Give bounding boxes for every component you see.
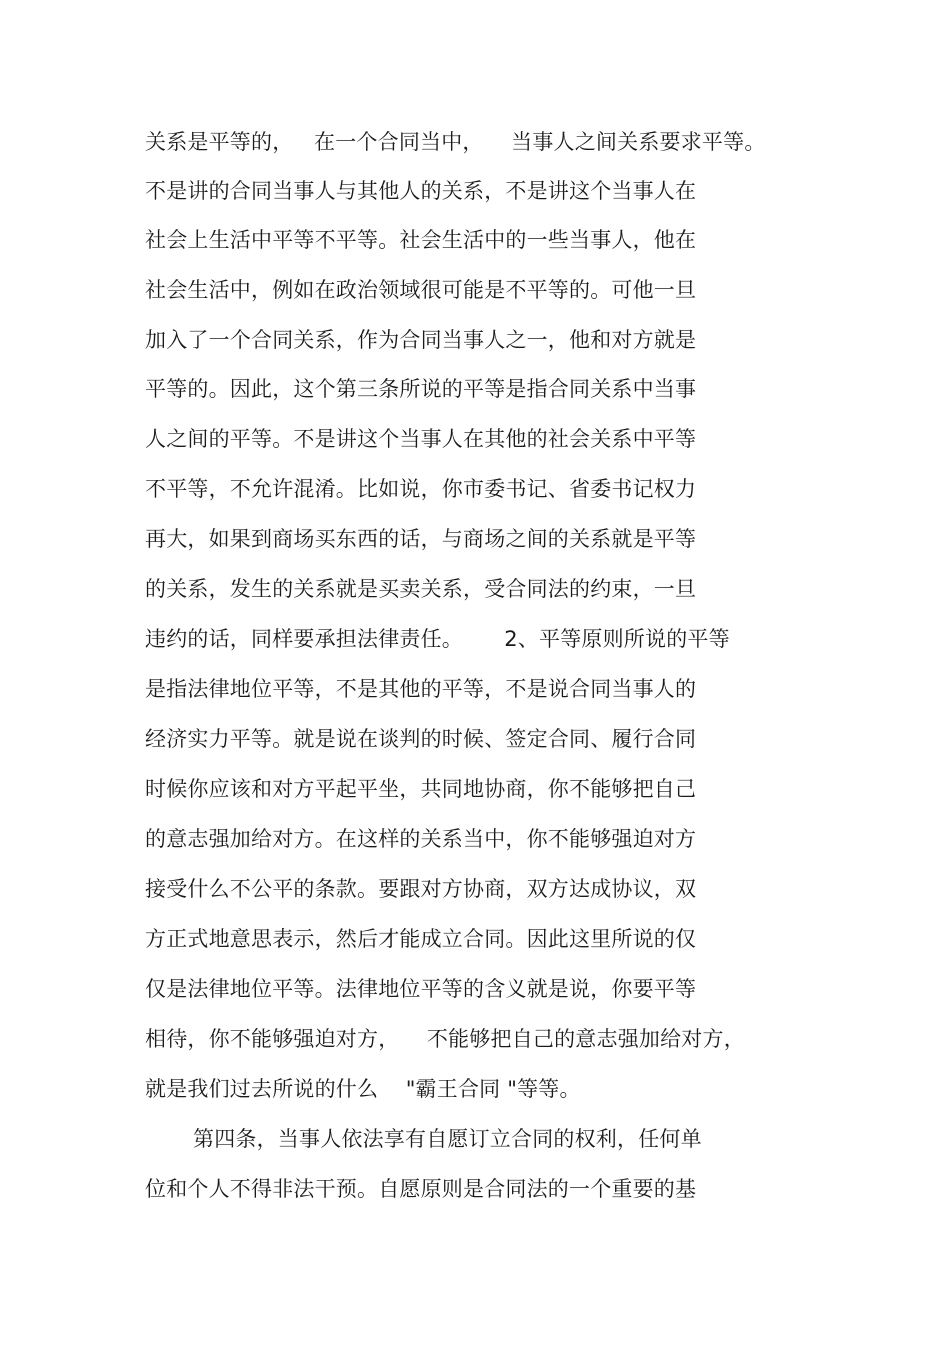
text-line: 就是我们过去所说的什么 "霸王合同 "等等。 xyxy=(145,1077,581,1101)
text-line: 相待，你不能够强迫对方， 不能够把自己的意志强加给对方， xyxy=(145,1027,745,1051)
text-line: 接受什么不公平的条款。要跟对方协商，双方达成协议，双 xyxy=(145,877,697,901)
text-line: 关系是平等的， 在一个合同当中， 当事人之间关系要求平等。 xyxy=(145,130,766,154)
paragraph-start-line: 第四条，当事人依法享有自愿订立合同的权利，任何单 xyxy=(193,1127,702,1151)
text-line: 仅是法律地位平等。法律地位平等的含义就是说，你要平等 xyxy=(145,977,697,1001)
text-line: 平等的。因此，这个第三条所说的平等是指合同关系中当事 xyxy=(145,377,697,401)
text-line: 社会生活中，例如在政治领域很可能是不平等的。可他一旦 xyxy=(145,278,697,302)
text-line: 不是讲的合同当事人与其他人的关系，不是讲这个当事人在 xyxy=(145,179,697,203)
text-line: 经济实力平等。就是说在谈判的时候、签定合同、履行合同 xyxy=(145,727,697,751)
text-line: 时候你应该和对方平起平坐，共同地协商，你不能够把自己 xyxy=(145,777,697,801)
text-line: 方正式地意思表示，然后才能成立合同。因此这里所说的仅 xyxy=(145,927,697,951)
text-line: 违约的话，同样要承担法律责任。 2、平等原则所说的平等 xyxy=(145,627,730,651)
text-line: 是指法律地位平等，不是其他的平等，不是说合同当事人的 xyxy=(145,677,697,701)
text-line: 社会上生活中平等不平等。社会生活中的一些当事人，他在 xyxy=(145,228,697,252)
text-line: 加入了一个合同关系，作为合同当事人之一，他和对方就是 xyxy=(145,328,697,352)
text-line: 再大，如果到商场买东西的话，与商场之间的关系就是平等 xyxy=(145,527,697,551)
text-line: 人之间的平等。不是讲这个当事人在其他的社会关系中平等 xyxy=(145,427,697,451)
text-line: 的意志强加给对方。在这样的关系当中，你不能够强迫对方 xyxy=(145,827,697,851)
text-line: 位和个人不得非法干预。自愿原则是合同法的一个重要的基 xyxy=(145,1177,697,1201)
text-line: 不平等，不允许混淆。比如说，你市委书记、省委书记权力 xyxy=(145,477,697,501)
text-line: 的关系，发生的关系就是买卖关系，受合同法的约束，一旦 xyxy=(145,577,697,601)
